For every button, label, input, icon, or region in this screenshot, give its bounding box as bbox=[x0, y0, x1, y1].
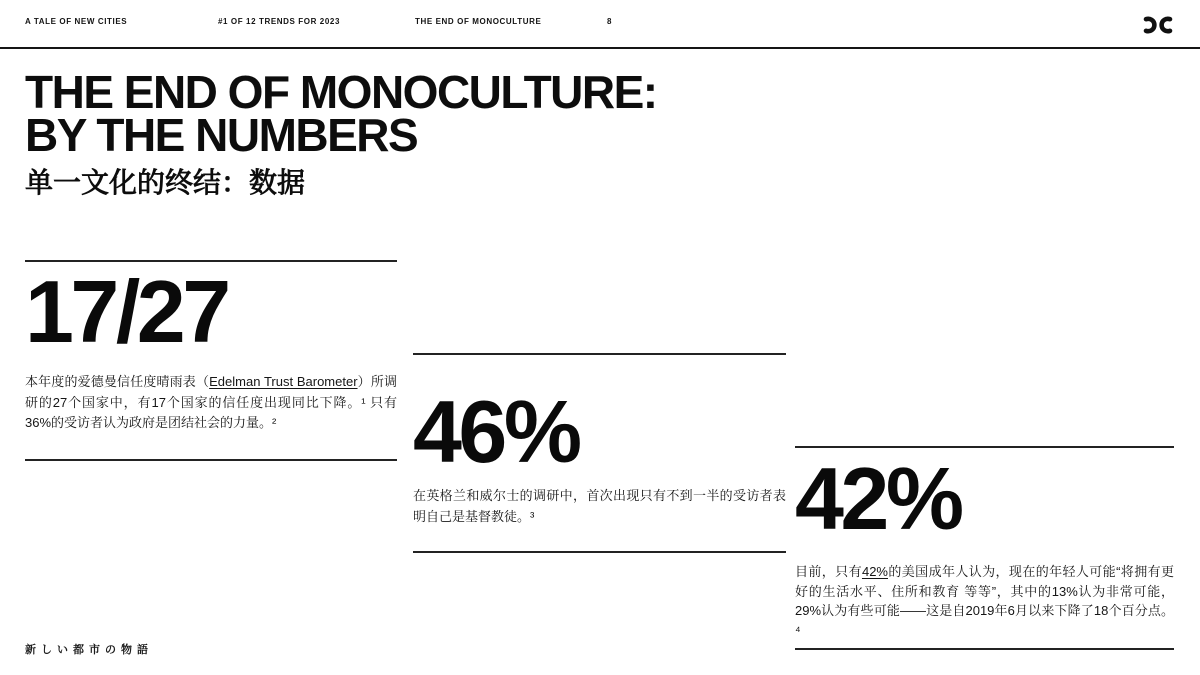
header-series-title: A TALE OF NEW CITIES bbox=[25, 17, 128, 26]
stat2-description bbox=[413, 486, 786, 527]
page-subtitle-zh: 单一文化的终结：数据 bbox=[25, 167, 306, 198]
stat2-desc-pre: 在英格兰和威尔士的调研中，首次出现只有不到一半的受访者表明自己是基督教徒。³ bbox=[413, 488, 786, 524]
stat1-rule-bottom bbox=[25, 459, 397, 461]
header-divider bbox=[0, 47, 1200, 49]
edelman-trust-barometer-link[interactable]: Edelman Trust Barometer bbox=[209, 374, 358, 389]
stat3-desc-post: 的美国成年人认为，现在的年轻人可能“将拥有更好的生活水平、住所和教育 等等”，其中的13%认为非常可能，29%认为有些可能——这是自2019年6月以来下降了18个百分点。⁴ bbox=[795, 564, 1174, 638]
header-section-title: THE END OF MONOCULTURE bbox=[415, 17, 542, 26]
stat2-rule-top bbox=[413, 353, 786, 355]
stat3-desc-pre: 目前，只有 bbox=[795, 564, 862, 579]
stat3-rule-bottom bbox=[795, 648, 1174, 650]
stat3-description bbox=[795, 562, 1174, 640]
stat3-value: 42% bbox=[795, 449, 961, 548]
footer-tagline-jp: 新しい都市の物語 bbox=[25, 644, 153, 656]
dc-monogram-logo-icon bbox=[1140, 15, 1176, 35]
header-page-number: 8 bbox=[607, 17, 613, 26]
page-title-line1: THE END OF MONOCULTURE: bbox=[25, 66, 657, 118]
stat1-desc-pre: 本年度的爱德曼信任度晴雨表（ bbox=[25, 374, 210, 389]
stat2-rule-bottom bbox=[413, 551, 786, 553]
stat1-value: 17/27 bbox=[25, 262, 228, 361]
stat3-rule-top bbox=[795, 446, 1174, 448]
stat2-value: 46% bbox=[413, 382, 579, 481]
stat1-desc-post: ）所调研的27个国家中，有17个国家的信任度出现同比下降。¹ 只有36%的受访者认为政府是团结社会的力量。² bbox=[25, 374, 397, 430]
stat3-42-percent-link[interactable]: 42% bbox=[861, 564, 888, 579]
header-trend-label: #1 OF 12 TRENDS FOR 2023 bbox=[218, 17, 340, 26]
page-title-line2: BY THE NUMBERS bbox=[25, 109, 418, 161]
stat1-description bbox=[25, 372, 397, 434]
